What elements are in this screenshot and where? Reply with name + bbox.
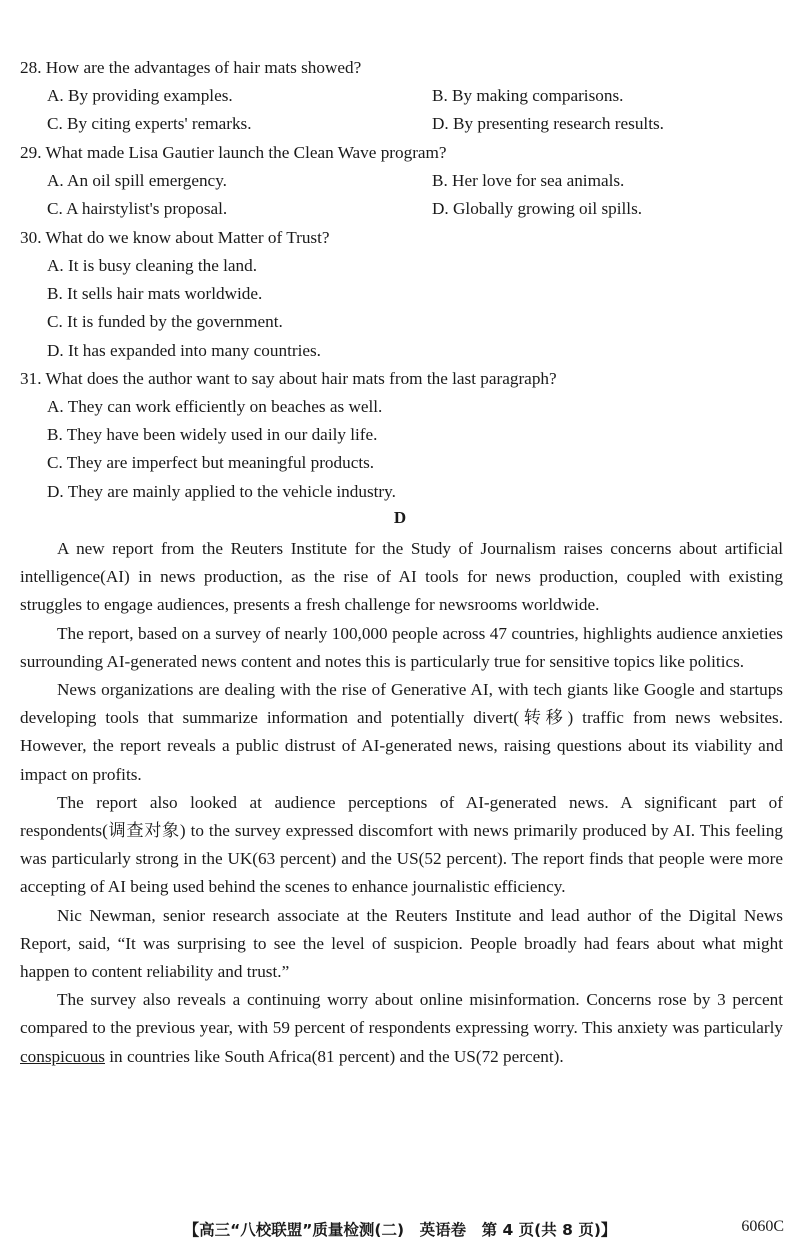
passage-paragraph-5: Nic Newman, senior research associate at the Reuters Institute and lead author of the Digital News Report, said, “It was surprising to see the level of suspicion. People broadly had fears about what might happen to content reliability and trust.” (20, 905, 783, 982)
question-31-option-d: D. They are mainly applied to the vehicle industry. (47, 482, 396, 501)
passage (20, 535, 783, 1071)
passage-paragraph-6 (20, 986, 783, 1071)
passage-paragraph-1: A new report from the Reuters Institute for the Study of Journalism raises concerns about artificial intelligence(AI) in news production, as the rise of AI tools for news production, coupled with existing struggles to engage audiences, presents a fresh challenge for newsrooms worldwide. (20, 539, 783, 615)
question-28-option-b: B. By making comparisons. (432, 86, 624, 105)
question-31-option-c: C. They are imperfect but meaningful products. (47, 453, 375, 472)
question-28-option-d: D. By presenting research results. (432, 114, 664, 133)
question-30-option-c: C. It is funded by the government. (47, 312, 283, 331)
underlined-word: conspicuous (20, 1046, 105, 1066)
question-30-option-b: B. It sells hair mats worldwide. (47, 284, 263, 303)
question-30-stem: 30. What do we know about Matter of Trust? (20, 228, 330, 247)
question-28-stem: 28. How are the advantages of hair mats showed? (20, 58, 362, 77)
footer-label: 【高三“八校联盟”质量检测(二) 英语卷 第 4 页(共 8 页)】 (183, 1221, 617, 1239)
question-29-option-d: D. Globally growing oil spills. (432, 199, 643, 218)
passage-paragraph-3: News organizations are dealing with the rise of Generative AI, with tech giants like Google and startups developing tools that summarize information and potentially divert(转移) traffic from news websites. However, the report reveals a public distrust of AI-generated news, raising questions about its viability and impact on profits. (20, 680, 783, 784)
question-31-option-a: A. They can work efficiently on beaches as well. (47, 397, 383, 416)
question-28-option-c: C. By citing experts' remarks. (47, 114, 252, 133)
question-30-option-d: D. It has expanded into many countries. (47, 341, 321, 360)
question-30-option-a: A. It is busy cleaning the land. (47, 256, 258, 275)
question-29-option-b: B. Her love for sea animals. (432, 171, 625, 190)
question-28-option-a: A. By providing examples. (47, 86, 233, 105)
question-29-option-a: A. An oil spill emergency. (47, 171, 227, 190)
question-31-option-b: B. They have been widely used in our daily life. (47, 425, 378, 444)
question-29-option-c: C. A hairstylist's proposal. (47, 199, 228, 218)
passage-paragraph-2: The report, based on a survey of nearly 100,000 people across 47 countries, highlights audience anxieties surrounding AI-generated news content and notes this is particularly true for sensitive topics like politics. (20, 623, 783, 671)
question-31-stem: 31. What does the author want to say about hair mats from the last paragraph? (20, 369, 557, 388)
page-footer (0, 1214, 800, 1244)
passage-paragraph-4: The report also looked at audience perceptions of AI-generated news. A significant part of respondents(调查对象) to the survey expressed discomfort with news primarily produced by AI. This feeling was particularly strong in the UK(63 percent) and the US(52 percent). The report finds that people were more accepting of AI being used behind the scenes to enhance journalistic efficiency. (20, 792, 783, 897)
footer-code: 6060C (741, 1218, 784, 1235)
section-title: D (393, 508, 407, 527)
paragraph-6-text-before: The survey also reveals a continuing worry about online misinformation. Concerns rose by 3 percent compared to the previous year, with 59 percent of respondents expressing worry. This anxiety was particularly (20, 990, 783, 1038)
question-29-stem: 29. What made Lisa Gautier launch the Clean Wave program? (20, 143, 447, 162)
paragraph-6-text-after: in countries like South Africa(81 percent) and the US(72 percent). (104, 1046, 564, 1066)
